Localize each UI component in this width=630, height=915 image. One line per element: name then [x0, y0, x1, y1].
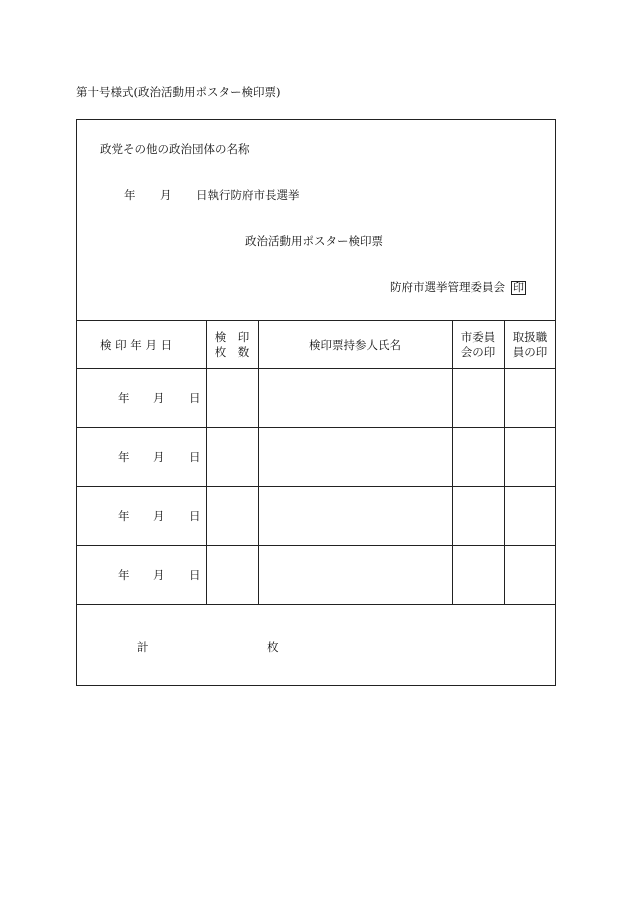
- table-col-divider: [452, 320, 453, 604]
- row-month: 月: [153, 450, 165, 464]
- document-title: 政治活動用ポスター検印票: [245, 234, 383, 248]
- table-bottom-rule: [76, 604, 556, 605]
- header-bearer-name: 検印票持参人氏名: [309, 338, 401, 352]
- election-year-label: 年: [124, 188, 136, 202]
- header-committee-seal-line1: 市委員: [460, 330, 496, 344]
- form-title: 第十号様式(政治活動用ポスター検印票): [76, 85, 281, 99]
- table-col-divider: [206, 320, 207, 604]
- election-month-label: 月: [160, 188, 172, 202]
- total-unit-label: 枚: [267, 640, 279, 654]
- table-header-rule: [76, 368, 556, 369]
- committee-name: [390, 280, 526, 295]
- row-day: 日: [189, 391, 201, 405]
- header-inspection-date: 検 印 年 月 日: [100, 338, 173, 352]
- row-day: 日: [189, 450, 201, 464]
- header-inspection-count-line2: 枚 数: [214, 345, 250, 359]
- row-month: 月: [153, 509, 165, 523]
- header-staff-seal-line2: 員の印: [512, 345, 548, 359]
- table-row-rule: [76, 427, 556, 428]
- header-inspection-count-line1: 検 印: [214, 330, 250, 344]
- row-year: 年: [118, 568, 130, 582]
- row-year: 年: [118, 391, 130, 405]
- header-committee-seal-line2: 会の印: [460, 345, 496, 359]
- table-top-rule: [76, 320, 556, 321]
- form-frame: [76, 119, 556, 686]
- seal-mark: 印: [513, 281, 524, 294]
- row-day: 日: [189, 509, 201, 523]
- org-name-label: 政党その他の政治団体の名称: [100, 142, 250, 156]
- row-month: 月: [153, 391, 165, 405]
- total-label: 計: [137, 640, 149, 654]
- table-col-divider: [504, 320, 505, 604]
- table-col-divider: [258, 320, 259, 604]
- row-year: 年: [118, 450, 130, 464]
- row-year: 年: [118, 509, 130, 523]
- election-day-label: 日執行防府市長選挙: [196, 188, 300, 202]
- row-day: 日: [189, 568, 201, 582]
- row-month: 月: [153, 568, 165, 582]
- header-staff-seal-line1: 取扱職: [512, 330, 548, 344]
- committee-label: 防府市選挙管理委員会: [390, 280, 505, 294]
- table-row-rule: [76, 545, 556, 546]
- table-row-rule: [76, 486, 556, 487]
